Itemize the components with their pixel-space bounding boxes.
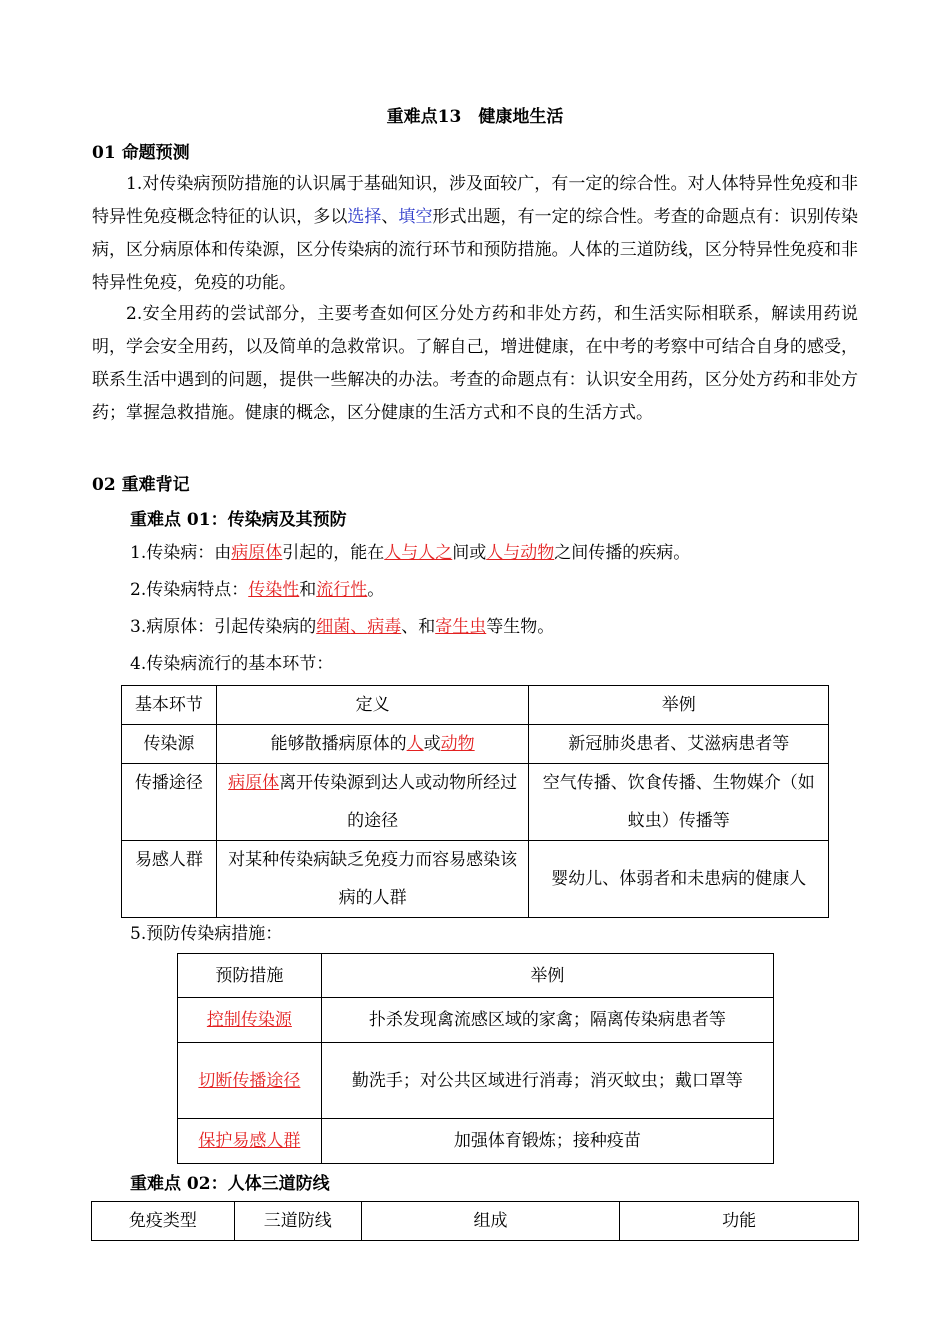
item-1: 1.传染病：由病原体引起的，能在人与人之间或人与动物之间传播的疾病。 [130,543,691,563]
link-fill[interactable]: 填空 [398,207,433,227]
item-5: 5.预防传染病措施： [130,924,283,944]
link-choice[interactable]: 选择 [347,207,382,227]
table-header-row: 基本环节 定义 举例 [122,686,829,725]
defense-table [91,1201,859,1241]
section-heading-prediction: 01 命题预测 [92,143,190,163]
table-header-row: 预防措施 举例 [178,954,774,998]
table-row: 保护易感人群 加强体育锻炼；接种疫苗 [178,1119,774,1164]
prevention-table [177,953,774,1164]
paragraph-1: 1.对传染病预防措施的认识属于基础知识，涉及面较广，有一定的综合性。对人体特异性免疫和非特异性免疫概念特征的认识，多以选择、填空形式出题，有一定的综合性。考查的命题点有：识别传染病，区分病原体和传染源，区分传染病的流行环节和预防措施。人体的三道防线，区分特异性免疫和非特异性免疫，免疫的功能。 [92,174,859,293]
table-row: 传染源 能够散播病原体的人或动物 新冠肺炎患者、艾滋病患者等 [122,725,829,764]
section-heading-memorize: 02 重难背记 [92,475,190,495]
item-3: 3.病原体：引起传染病的细菌、病毒、和寄生虫等生物。 [130,617,555,637]
table-row: 切断传播途径 勤洗手；对公共区域进行消毒；消灭蚊虫；戴口罩等 [178,1043,774,1119]
subheading-infectious-disease: 重难点 01：传染病及其预防 [130,510,347,530]
table-row: 易感人群 对某种传染病缺乏免疫力而容易感染该病的人群 婴幼儿、体弱者和未患病的健康人 [122,841,829,918]
item-4: 4.传染病流行的基本环节： [130,654,334,674]
table-row: 传播途径 病原体离开传染源到达人或动物所经过的途径 空气传播、饮食传播、生物媒介（如蚊虫）传播等 [122,764,829,841]
table-header-row: 免疫类型 三道防线 组成 功能 [92,1202,859,1241]
subheading-three-defenses: 重难点 02：人体三道防线 [130,1174,330,1194]
table-row: 控制传染源 扑杀发现禽流感区域的家禽；隔离传染病患者等 [178,998,774,1043]
transmission-table [121,685,829,918]
paragraph-2: 2.安全用药的尝试部分，主要考查如何区分处方药和非处方药，和生活实际相联系，解读用药说明，学会安全用药，以及简单的急救常识。了解自己，增进健康，在中考的考察中可结合自身的感受，联系生活中遇到的问题，提供一些解决的办法。考查的命题点有：认识安全用药，区分处方药和非处方药；掌握急救措施。健康的概念，区分健康的生活方式和不良的生活方式。 [92,304,858,423]
item-2: 2.传染病特点：传染性和流行性。 [130,580,385,600]
page-title: 重难点13 健康地生活 [386,107,564,127]
